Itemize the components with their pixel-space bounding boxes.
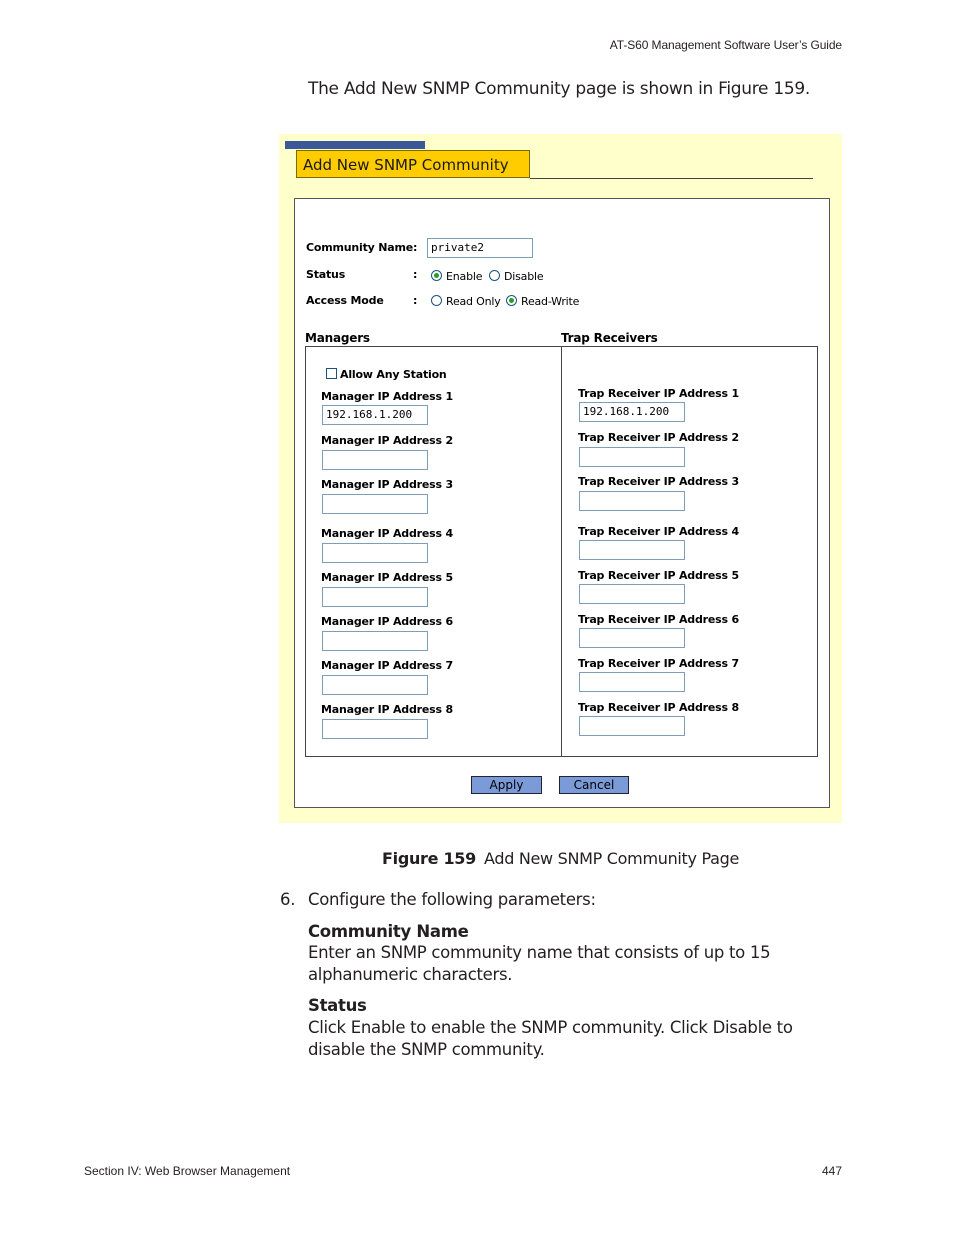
allow-any-station-checkbox[interactable] xyxy=(326,368,337,379)
param-desc-status-line2: disable the SNMP community. xyxy=(308,1040,545,1059)
trap-ip-7-input[interactable] xyxy=(579,672,685,692)
running-header: AT-S60 Management Software User’s Guide xyxy=(609,38,842,52)
intro-text: The Add New SNMP Community page is shown in Figure 159. xyxy=(308,79,810,99)
trap-receivers-heading: Trap Receivers xyxy=(561,331,658,345)
manager-ip-3-label: Manager IP Address 3 xyxy=(321,478,453,491)
manager-ip-1-label: Manager IP Address 1 xyxy=(321,390,453,403)
trap-ip-2-input[interactable] xyxy=(579,447,685,467)
page-title: Add New SNMP Community xyxy=(296,150,530,178)
manager-ip-2-label: Manager IP Address 2 xyxy=(321,434,453,447)
status-colon: : xyxy=(413,268,418,281)
manager-ip-3-input[interactable] xyxy=(322,494,428,514)
allow-any-station-label: Allow Any Station xyxy=(340,368,447,381)
trap-ip-1-input[interactable]: 192.168.1.200 xyxy=(579,402,685,422)
page-number: 447 xyxy=(821,1164,842,1178)
param-desc-community-name-line1: Enter an SNMP community name that consists of up to 15 xyxy=(308,943,771,962)
manager-ip-6-label: Manager IP Address 6 xyxy=(321,615,453,628)
access-read-write-radio[interactable] xyxy=(506,295,517,306)
figure-number: Figure 159 xyxy=(382,849,476,868)
trap-ip-8-label: Trap Receiver IP Address 8 xyxy=(578,701,739,714)
figure-caption xyxy=(382,849,739,868)
trap-ip-8-input[interactable] xyxy=(579,716,685,736)
trap-ip-2-label: Trap Receiver IP Address 2 xyxy=(578,431,739,444)
param-heading-community-name: Community Name xyxy=(308,922,469,941)
apply-button[interactable]: Apply xyxy=(471,776,542,794)
trap-ip-3-label: Trap Receiver IP Address 3 xyxy=(578,475,739,488)
trap-ip-6-label: Trap Receiver IP Address 6 xyxy=(578,613,739,626)
manager-ip-1-input[interactable]: 192.168.1.200 xyxy=(322,405,428,425)
figure-caption-text: Add New SNMP Community Page xyxy=(483,849,740,868)
step-text: Configure the following parameters: xyxy=(308,890,596,909)
manager-ip-4-label: Manager IP Address 4 xyxy=(321,527,453,540)
trap-ip-5-label: Trap Receiver IP Address 5 xyxy=(578,569,739,582)
param-desc-status-line1: Click Enable to enable the SNMP community. Click Disable to xyxy=(308,1018,793,1037)
manager-ip-5-label: Manager IP Address 5 xyxy=(321,571,453,584)
manager-ip-2-input[interactable] xyxy=(322,450,428,470)
step-number: 6. xyxy=(280,890,296,909)
trap-ip-6-input[interactable] xyxy=(579,628,685,648)
section-divider xyxy=(561,346,562,757)
manager-ip-7-input[interactable] xyxy=(322,675,428,695)
trap-ip-3-input[interactable] xyxy=(579,491,685,511)
trap-ip-1-label: Trap Receiver IP Address 1 xyxy=(578,387,739,400)
manager-ip-7-label: Manager IP Address 7 xyxy=(321,659,453,672)
manager-ip-6-input[interactable] xyxy=(322,631,428,651)
trap-ip-4-label: Trap Receiver IP Address 4 xyxy=(578,525,739,538)
access-read-only-label: Read Only xyxy=(446,295,501,308)
community-name-colon: : xyxy=(413,241,418,254)
manager-ip-4-input[interactable] xyxy=(322,543,428,563)
title-underline xyxy=(530,178,813,179)
status-enable-radio[interactable] xyxy=(431,270,442,281)
access-mode-label: Access Mode xyxy=(306,294,384,307)
footer-section: Section IV: Web Browser Management xyxy=(84,1164,291,1178)
manager-ip-8-label: Manager IP Address 8 xyxy=(321,703,453,716)
status-enable-label: Enable xyxy=(446,270,483,283)
trap-ip-4-input[interactable] xyxy=(579,540,685,560)
param-desc-community-name-line2: alphanumeric characters. xyxy=(308,965,513,984)
access-read-only-radio[interactable] xyxy=(431,295,442,306)
param-heading-status: Status xyxy=(308,996,367,1015)
title-accent-bar xyxy=(285,141,425,149)
trap-ip-5-input[interactable] xyxy=(579,584,685,604)
community-name-input[interactable]: private2 xyxy=(427,238,533,258)
status-disable-radio[interactable] xyxy=(489,270,500,281)
access-mode-colon: : xyxy=(413,294,418,307)
access-read-write-label: Read-Write xyxy=(521,295,580,308)
trap-ip-7-label: Trap Receiver IP Address 7 xyxy=(578,657,739,670)
cancel-button[interactable]: Cancel xyxy=(559,776,629,794)
community-name-label: Community Name xyxy=(306,241,413,254)
status-label: Status xyxy=(306,268,346,281)
manager-ip-8-input[interactable] xyxy=(322,719,428,739)
manager-ip-5-input[interactable] xyxy=(322,587,428,607)
status-disable-label: Disable xyxy=(504,270,544,283)
managers-heading: Managers xyxy=(305,331,370,345)
